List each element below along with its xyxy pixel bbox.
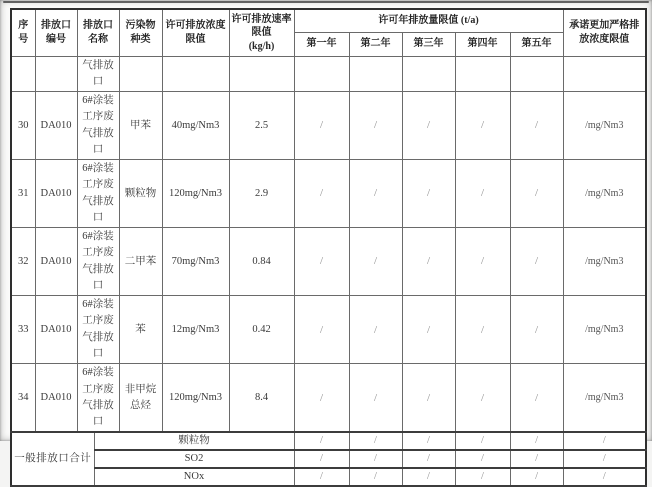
rate-limit-cell: 8.4 bbox=[229, 364, 294, 433]
outlet-name-cell: 6#涂装工序废气排放口 bbox=[77, 160, 119, 228]
outlet-no-cell: DA010 bbox=[35, 228, 77, 296]
outlet-no-cell: DA010 bbox=[35, 296, 77, 364]
commit-limit-cell: /mg/Nm3 bbox=[563, 92, 646, 160]
summary-row-particulates bbox=[11, 432, 646, 450]
year3-cell: / bbox=[402, 296, 455, 364]
empty-cell bbox=[510, 56, 563, 92]
header-rate-limit bbox=[229, 9, 294, 56]
outlet-name-tail: 气排放口 bbox=[77, 56, 119, 92]
year1-cell: / bbox=[294, 160, 349, 228]
year4-cell: / bbox=[455, 92, 510, 160]
table-row-31 bbox=[11, 160, 646, 228]
year2-cell: / bbox=[349, 364, 402, 433]
conc-limit-cell: 120mg/Nm3 bbox=[162, 364, 229, 433]
year5-cell: / bbox=[510, 432, 563, 450]
header-commit-limit: 承诺更加严格排放浓度限值 bbox=[563, 9, 646, 56]
empty-cell bbox=[349, 56, 402, 92]
empty-cell bbox=[402, 56, 455, 92]
pollutant-cell: 非甲烷总烃 bbox=[119, 364, 162, 433]
outlet-no-cell: DA010 bbox=[35, 92, 77, 160]
year3-cell: / bbox=[402, 228, 455, 296]
year1-cell: / bbox=[294, 296, 349, 364]
serial-cell: 32 bbox=[11, 228, 35, 296]
commit-limit-cell: / bbox=[563, 468, 646, 486]
table-row-34 bbox=[11, 364, 646, 433]
year5-cell: / bbox=[510, 228, 563, 296]
header-outlet-name: 排放口名称 bbox=[77, 9, 119, 56]
year5-cell: / bbox=[510, 92, 563, 160]
empty-cell bbox=[229, 56, 294, 92]
emission-limits-table bbox=[10, 8, 647, 487]
year2-cell: / bbox=[349, 296, 402, 364]
header-year-5: 第五年 bbox=[510, 32, 563, 56]
commit-limit-cell: /mg/Nm3 bbox=[563, 296, 646, 364]
year4-cell: / bbox=[455, 160, 510, 228]
commit-limit-cell: /mg/Nm3 bbox=[563, 364, 646, 433]
commit-limit-cell: / bbox=[563, 450, 646, 468]
summary-label: 一般排放口合计 bbox=[11, 432, 94, 486]
year2-cell: / bbox=[349, 92, 402, 160]
year4-cell: / bbox=[455, 228, 510, 296]
pollutant-cell: 颗粒物 bbox=[119, 160, 162, 228]
year1-cell: / bbox=[294, 468, 349, 486]
year5-cell: / bbox=[510, 160, 563, 228]
year5-cell: / bbox=[510, 296, 563, 364]
empty-cell bbox=[119, 56, 162, 92]
year3-cell: / bbox=[402, 160, 455, 228]
header-row-1 bbox=[11, 9, 646, 32]
year3-cell: / bbox=[402, 468, 455, 486]
year1-cell: / bbox=[294, 228, 349, 296]
year1-cell: / bbox=[294, 432, 349, 450]
table-row-carryover bbox=[11, 56, 646, 92]
rate-limit-cell: 2.5 bbox=[229, 92, 294, 160]
summary-row-nox bbox=[11, 468, 646, 486]
year1-cell: / bbox=[294, 92, 349, 160]
year2-cell: / bbox=[349, 228, 402, 296]
commit-limit-cell: / bbox=[563, 432, 646, 450]
serial-cell: 31 bbox=[11, 160, 35, 228]
empty-cell bbox=[455, 56, 510, 92]
header-rate-limit-label: 许可排放速率限值 bbox=[231, 13, 292, 38]
scan-artifact-top-line bbox=[3, 1, 649, 3]
header-year-3: 第三年 bbox=[402, 32, 455, 56]
header-conc-limit: 许可排放浓度限值 bbox=[162, 9, 229, 56]
serial-cell: 33 bbox=[11, 296, 35, 364]
serial-cell: 34 bbox=[11, 364, 35, 433]
header-serial: 序号 bbox=[11, 9, 35, 56]
table-row-33 bbox=[11, 296, 646, 364]
year2-cell: / bbox=[349, 160, 402, 228]
empty-cell bbox=[162, 56, 229, 92]
rate-limit-cell: 0.84 bbox=[229, 228, 294, 296]
rate-limit-cell: 0.42 bbox=[229, 296, 294, 364]
header-year-2: 第二年 bbox=[349, 32, 402, 56]
serial-cell: 30 bbox=[11, 92, 35, 160]
conc-limit-cell: 120mg/Nm3 bbox=[162, 160, 229, 228]
pollutant-cell: 二甲苯 bbox=[119, 228, 162, 296]
year2-cell: / bbox=[349, 450, 402, 468]
conc-limit-cell: 40mg/Nm3 bbox=[162, 92, 229, 160]
header-annual-limit: 许可年排放量限值 (t/a) bbox=[294, 9, 563, 32]
header-pollutant: 污染物种类 bbox=[119, 9, 162, 56]
table-row-32 bbox=[11, 228, 646, 296]
year4-cell: / bbox=[455, 296, 510, 364]
empty-cell bbox=[35, 56, 77, 92]
commit-limit-cell: /mg/Nm3 bbox=[563, 228, 646, 296]
pollutant-cell: 苯 bbox=[119, 296, 162, 364]
year1-cell: / bbox=[294, 364, 349, 433]
year2-cell: / bbox=[349, 468, 402, 486]
empty-cell bbox=[11, 56, 35, 92]
header-outlet-no: 排放口编号 bbox=[35, 9, 77, 56]
summary-row-so2 bbox=[11, 450, 646, 468]
year3-cell: / bbox=[402, 364, 455, 433]
year3-cell: / bbox=[402, 92, 455, 160]
outlet-name-cell: 6#涂装工序废气排放口 bbox=[77, 296, 119, 364]
summary-pollutant-cell: NOx bbox=[94, 468, 294, 486]
year4-cell: / bbox=[455, 468, 510, 486]
conc-limit-cell: 12mg/Nm3 bbox=[162, 296, 229, 364]
header-year-1: 第一年 bbox=[294, 32, 349, 56]
summary-pollutant-cell: SO2 bbox=[94, 450, 294, 468]
year4-cell: / bbox=[455, 364, 510, 433]
outlet-no-cell: DA010 bbox=[35, 364, 77, 433]
year5-cell: / bbox=[510, 450, 563, 468]
outlet-name-cell: 6#涂装工序废气排放口 bbox=[77, 92, 119, 160]
empty-cell bbox=[563, 56, 646, 92]
conc-limit-cell: 70mg/Nm3 bbox=[162, 228, 229, 296]
year4-cell: / bbox=[455, 450, 510, 468]
year4-cell: / bbox=[455, 432, 510, 450]
year1-cell: / bbox=[294, 450, 349, 468]
outlet-no-cell: DA010 bbox=[35, 160, 77, 228]
summary-pollutant-cell: 颗粒物 bbox=[94, 432, 294, 450]
year5-cell: / bbox=[510, 364, 563, 433]
year3-cell: / bbox=[402, 432, 455, 450]
year5-cell: / bbox=[510, 468, 563, 486]
table-row-30 bbox=[11, 92, 646, 160]
header-year-4: 第四年 bbox=[455, 32, 510, 56]
outlet-name-cell: 6#涂装工序废气排放口 bbox=[77, 364, 119, 433]
header-rate-limit-unit: (kg/h) bbox=[248, 40, 275, 52]
commit-limit-cell: /mg/Nm3 bbox=[563, 160, 646, 228]
pollutant-cell: 甲苯 bbox=[119, 92, 162, 160]
rate-limit-cell: 2.9 bbox=[229, 160, 294, 228]
outlet-name-cell: 6#涂装工序废气排放口 bbox=[77, 228, 119, 296]
year3-cell: / bbox=[402, 450, 455, 468]
empty-cell bbox=[294, 56, 349, 92]
year2-cell: / bbox=[349, 432, 402, 450]
